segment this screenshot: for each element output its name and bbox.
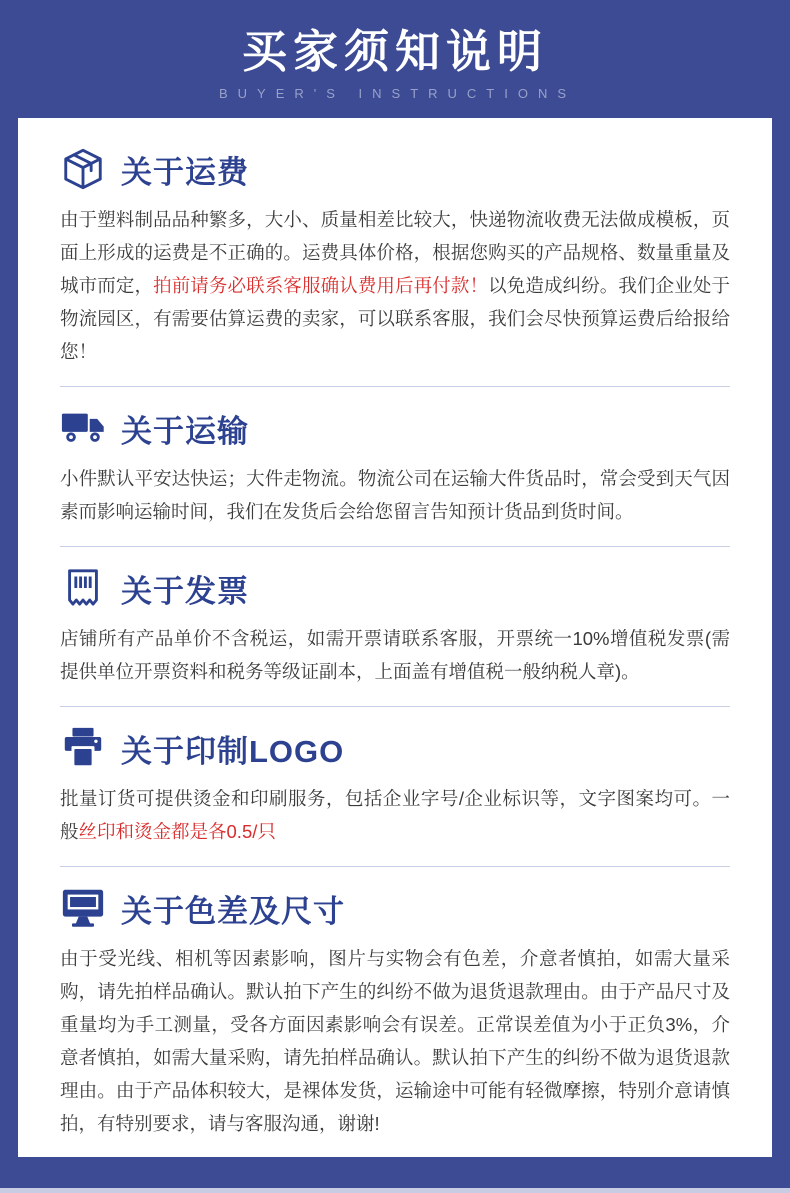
- printer-icon: [60, 725, 106, 771]
- section-title: 关于运费: [121, 154, 249, 190]
- section-header: [60, 146, 730, 192]
- info-section: [60, 546, 730, 706]
- highlighted-text: 丝印和烫金都是各0.5/只: [78, 821, 276, 842]
- content-card: [18, 118, 772, 1157]
- section-body: [60, 622, 730, 688]
- section-body: [60, 462, 730, 528]
- section-body: [60, 782, 730, 848]
- section-header: [60, 885, 730, 931]
- highlighted-text: 拍前请务必联系客服确认费用后再付款！: [153, 275, 489, 296]
- section-title: 关于印制LOGO: [121, 733, 345, 769]
- page-subtitle: BUYER'S INSTRUCTIONS: [218, 85, 577, 101]
- section-header: [60, 405, 730, 451]
- body-text: 批量订货可提供烫金和印刷服务，包括企业字号/企业标识等，文字图案均可。一般: [60, 788, 730, 842]
- section-header: [60, 725, 730, 771]
- page-header: [0, 0, 790, 118]
- info-section: [60, 706, 730, 866]
- sections: [60, 128, 730, 1157]
- info-section: [60, 386, 730, 546]
- body-text: 由于塑料制品品种繁多，大小、质量相差比较大，快递物流收费无法做成模板，页面上形成的运费是不正确的。运费具体价格，根据您购买的产品规格、数量重量及城市而定，: [60, 209, 730, 296]
- info-section: [60, 866, 730, 1157]
- truck-icon: [60, 405, 106, 451]
- section-body: [60, 203, 730, 368]
- body-text: 以免造成纠纷。我们企业处于物流园区，有需要估算运费的卖家，可以联系客服，我们会尽快预算运费后给报给您！: [60, 275, 730, 362]
- section-header: [60, 565, 730, 611]
- section-title: 关于色差及尺寸: [121, 893, 345, 929]
- body-text: 店铺所有产品单价不含税运，如需开票请联系客服，开票统一10%增值税发票(需提供单位开票资料和税务等级证副本，上面盖有增值税一般纳税人章)。: [60, 628, 730, 682]
- body-text: 小件默认平安达快运；大件走物流。物流公司在运输大件货品时，常会受到天气因素而影响运输时间，我们在发货后会给您留言告知预计货品到货时间。: [60, 468, 730, 522]
- package-icon: [60, 146, 106, 192]
- body-text: 由于受光线、相机等因素影响，图片与实物会有色差，介意者慎拍，如需大量采购，请先拍样品确认。默认拍下产生的纠纷不做为退货退款理由。由于产品尺寸及重量均为手工测量，受各方面因素影响会有误差。正常误差值为小于正负3%，介意者慎拍，如需大量采购，请先拍样品确认。默认拍下产生的纠纷不做为退货退款理由。由于产品体积较大，是裸体发货，运输途中可能有轻微摩擦，特别介意请慎拍，有特别要求，请与客服沟通，谢谢!: [60, 948, 730, 1134]
- page-title: 买家须知说明: [241, 26, 548, 78]
- monitor-icon: [60, 885, 106, 931]
- footer-strip: [0, 1188, 790, 1193]
- invoice-icon: [60, 565, 106, 611]
- section-title: 关于发票: [121, 573, 249, 609]
- info-section: [60, 128, 730, 386]
- section-title: 关于运输: [121, 413, 249, 449]
- section-body: [60, 942, 730, 1140]
